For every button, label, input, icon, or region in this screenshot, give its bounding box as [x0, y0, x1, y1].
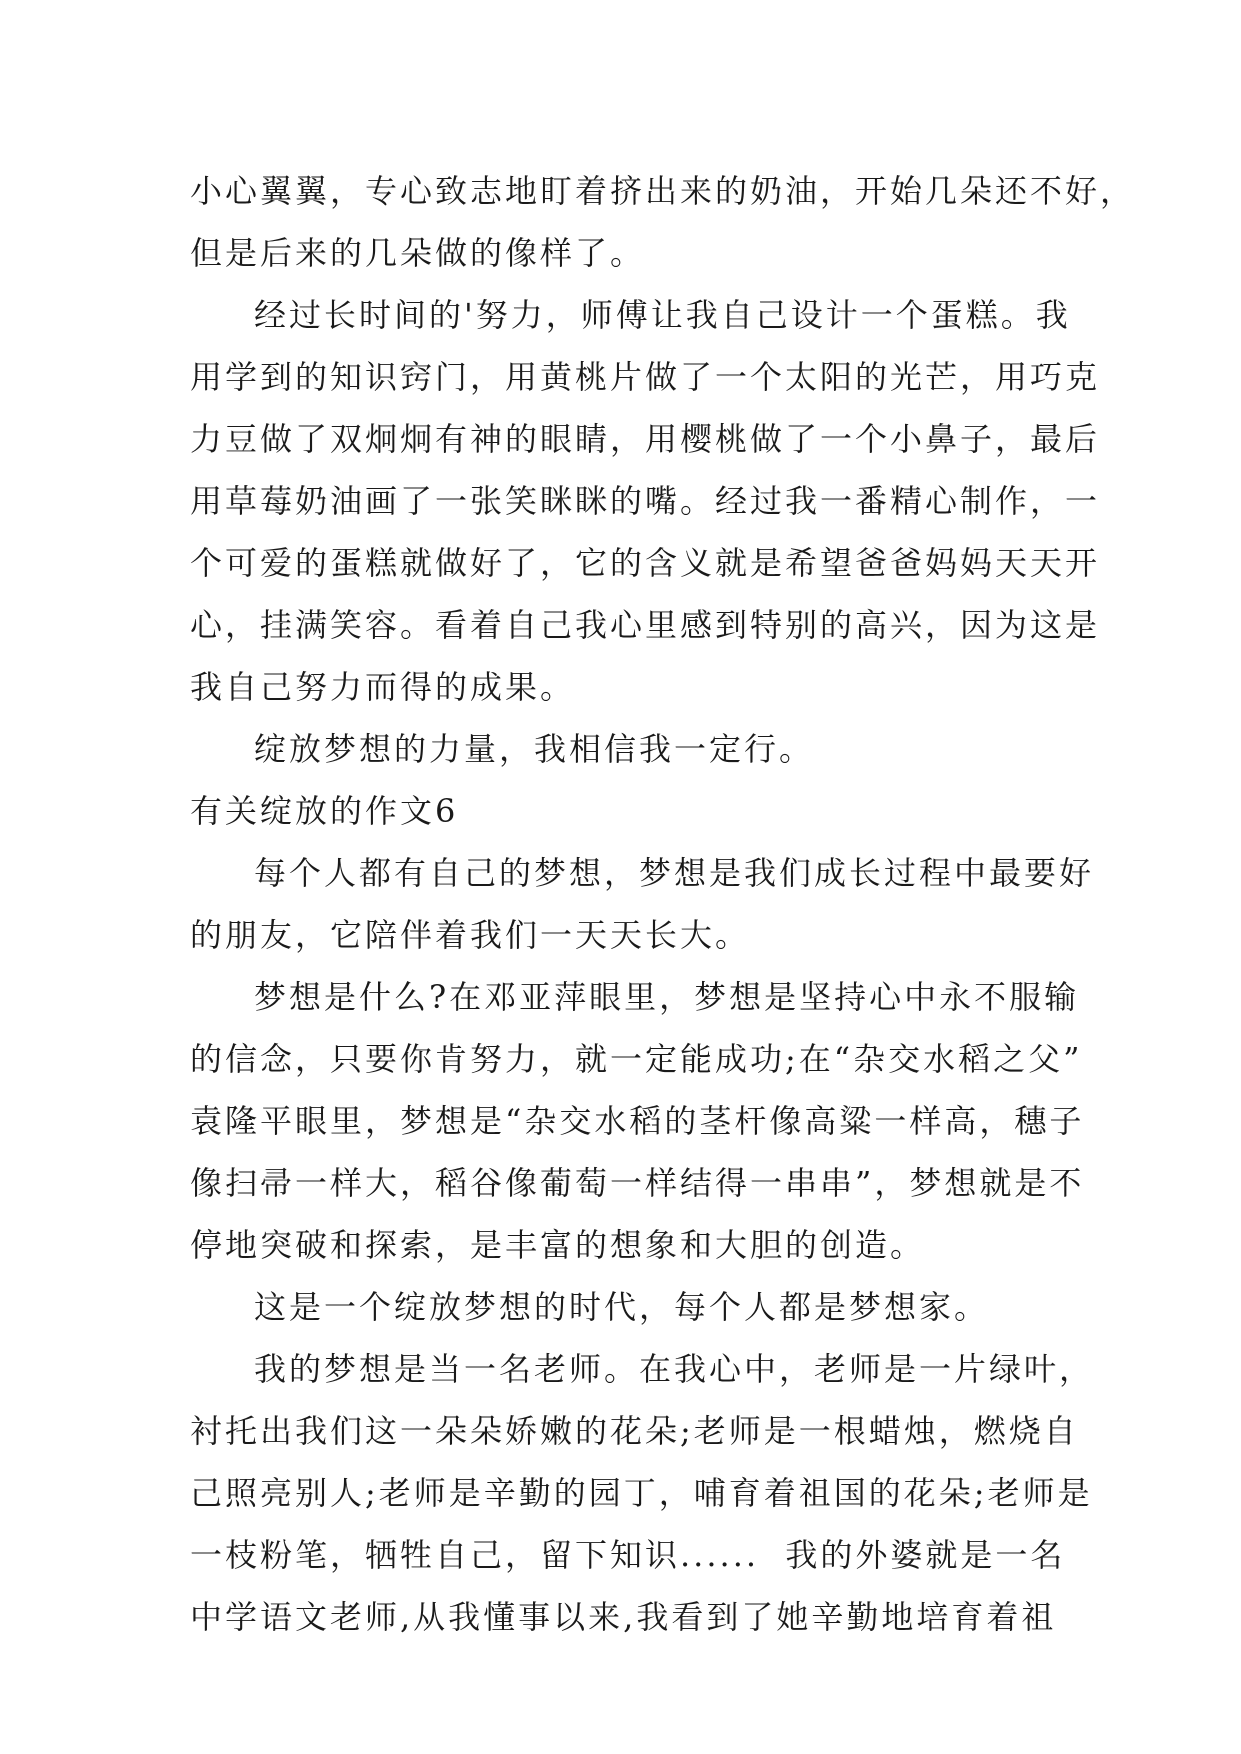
text-line: 小心翼翼，专心致志地盯着挤出来的奶油，开始几朵还不好，	[190, 172, 1136, 210]
document-body	[190, 160, 1136, 1648]
text-line: 力豆做了双炯炯有神的眼睛，用樱桃做了一个小鼻子，最后	[190, 420, 1101, 458]
text-line: 用草莓奶油画了一张笑眯眯的嘴。经过我一番精心制作，一	[190, 482, 1101, 520]
text-line: 停地突破和探索，是丰富的想象和大胆的创造。	[190, 1226, 926, 1264]
paragraph	[190, 160, 1136, 284]
text-line: 己照亮别人;老师是辛勤的园丁，哺育着祖国的花朵;老师是	[190, 1474, 1093, 1512]
text-line: 的信念，只要你肯努力，就一定能成功;在“杂交水稻之父”	[190, 1040, 1083, 1078]
paragraph	[190, 1276, 1070, 1338]
text-line: 个可爱的蛋糕就做好了，它的含义就是希望爸爸妈妈天天开	[190, 544, 1101, 582]
paragraph	[190, 1338, 1095, 1648]
paragraph	[190, 284, 1101, 718]
text-line: 的朋友，它陪伴着我们一天天长大。	[190, 916, 751, 954]
text-line: 衬托出我们这一朵朵娇嫩的花朵;老师是一根蜡烛，燃烧自	[190, 1412, 1079, 1450]
paragraph	[190, 842, 1095, 966]
section-heading: 有关绽放的作文6	[190, 792, 459, 830]
text-line: 中学语文老师,从我懂事以来,我看到了她辛勤地培育着祖	[190, 1598, 1057, 1636]
paragraph	[190, 718, 1070, 780]
text-line: 这是一个绽放梦想的时代，每个人都是梦想家。	[254, 1288, 990, 1326]
text-line: 用学到的知识窍门，用黄桃片做了一个太阳的光芒，用巧克	[190, 358, 1101, 396]
text-line: 每个人都有自己的梦想，梦想是我们成长过程中最要好	[254, 854, 1095, 892]
text-line: 袁隆平眼里，梦想是“杂交水稻的茎杆像高粱一样高，穗子	[190, 1102, 1085, 1140]
text-line: 心，挂满笑容。看着自己我心里感到特别的高兴，因为这是	[190, 606, 1101, 644]
text-line: 梦想是什么?在邓亚萍眼里，梦想是坚持心中永不服输	[254, 978, 1080, 1016]
text-line: 绽放梦想的力量，我相信我一定行。	[254, 730, 815, 768]
text-line: 经过长时间的'努力，师傅让我自己设计一个蛋糕。我	[254, 296, 1071, 334]
text-line: 我的梦想是当一名老师。在我心中，老师是一片绿叶，	[254, 1350, 1095, 1388]
text-line: 但是后来的几朵做的像样了。	[190, 234, 646, 272]
text-line: 像扫帚一样大，稻谷像葡萄一样结得一串串”，梦想就是不	[190, 1164, 1085, 1202]
text-line: 一枝粉笔，牺牲自己，留下知识...... 我的外婆就是一名	[190, 1536, 1066, 1574]
paragraph	[190, 966, 1085, 1276]
text-line: 我自己努力而得的成果。	[190, 668, 576, 706]
